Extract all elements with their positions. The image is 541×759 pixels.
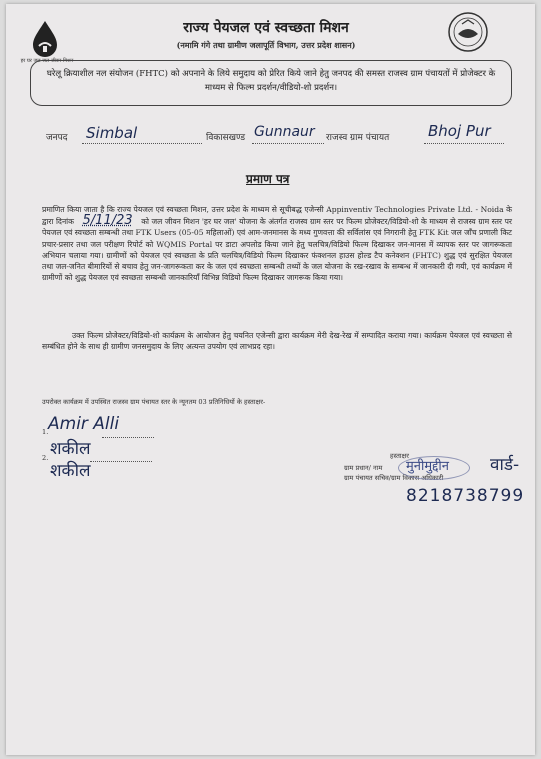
panchayat-label: राजस्व ग्राम पंचायत — [326, 133, 390, 143]
attendee-num-1: 1. — [42, 428, 49, 436]
certificate-title: प्रमाण पत्र — [246, 172, 290, 186]
certificate-body — [42, 204, 512, 283]
attendee-num-2: 2. — [42, 454, 49, 462]
notice-box: घरेलू क्रियाशील नल संयोजन (FHTC) को अपनाने के लिये समुदाय को प्रेरित किये जाने हेतु जनपद की समस्त राजस्व ग्राम पंचायतों में प्रोजेक्टर के माध्यम से फिल्म प्रदर्शन/वीडियो-शो प्रदर्शन। — [30, 60, 512, 106]
header-title: राज्य पेयजल एवं स्वच्छता मिशन — [183, 20, 349, 36]
certificate-page — [6, 4, 535, 755]
attendee-signature-2a: शकील — [50, 439, 91, 459]
signatory-phone: 8218738799 — [406, 486, 525, 506]
panchayat-value: Bhoj Pur — [428, 122, 491, 140]
block-value: Gunnaur — [254, 124, 315, 140]
district-value: Simbal — [86, 124, 138, 142]
body-text-part1: प्रमाणित किया जाता है कि राज्य पेयजल एवं स्वच्छता मिशन, उत्तर प्रदेश के माध्यम से सूचीबद्ध एजेन्सी Appinventiv Technologies Private Ltd. - Noida के द्वारा दिनांक — [42, 205, 512, 227]
attendees-heading: उपरोक्त कार्यक्रम में उपस्थित राजस्व ग्राम पंचायत स्तर के न्यूनतम 03 प्रतिनिधियों के हस्ताक्षर- — [42, 398, 266, 406]
signatory-signature: मुनीमुद्दीन — [406, 459, 450, 474]
supervision-paragraph: उक्त फिल्म प्रोजेक्टर/विडियो-शो कार्यक्रम के आयोजन हेतु चयनित एजेन्सी द्वारा कार्यक्रम मेरी देख-रेख में सम्पादित कराया गया। कार्यक्रम पेयजल एवं स्वच्छता से सम्बंधित होने के साथ ही ग्रामीण जनसमुदाय के लिए अत्यन्त उपयोग एवं लाभप्रद रहा। — [42, 331, 512, 352]
district-label: जनपद — [46, 133, 68, 143]
body-text-part2: को जल जीवन मिशन 'हर घर जल' योजना के अंतर्गत राजस्व ग्राम स्तर पर फिल्म प्रोजेक्टर/विडियो-शो के माध्यम से राजस्व ग्राम स्तर पर पेयजल एवं स्वच्छता सम्बन्धी तथा FTK Users (05-05 महिलाओं) एवं आम-जनमानस के मध्य गुणवत्ता की सर्विलांस एवं निगरानी हेतु FTK Kit जल जाँच प्रणाली किट प्रचार-प्रसार तथा जल परीक्षण रिपोर्ट को WQMIS Portal पर डाटा अपलोड किया जाने हेतु चलचित्र/विडियो फिल्म दिखाकर जन-मानस में व्यापक स्तर पर जागरूकता अभियान चलाया गया। ग्रामीणों को पेयजल एवं स्वच्छता के प्रति चलचित्र/विडियो फिल्म दिखाकर फंक्शनल हाउस होल्ड टैप कनेक्शन (FHTC) शुद्ध एवं सुरक्षित पेयजल तथा जल-जनित बीमारियों से बचाव हेतु जन-जागरूकता कर के जल एवं स्वच्छता सम्बन्धी तथ्यों के जल योजना के रख-रखाव के सम्बन्ध में जानकारी दी गयी, एवं कार्यक्रम में ग्रामीणों को शुद्ध पेयजल एवं स्वच्छता सम्बन्धी जानकारियाँ विभिन्न विडियो फिल्म दिखाकर जागरूक किया गया। — [42, 217, 512, 283]
header-subtitle: (नमामि गंगे तथा ग्रामीण जलापूर्ति विभाग, उत्तर प्रदेश शासन) — [176, 40, 356, 50]
signatory-sign-label: हस्ताक्षर — [390, 452, 409, 460]
attendee-signature-2b: शकील — [50, 461, 91, 481]
program-date: 5/11/23 — [82, 213, 133, 229]
signatory-label-line2: ग्राम पंचायत सचिव/ग्राम विकास अधिकारी — [344, 474, 444, 482]
attendee-signature-1: Amir Alli — [48, 414, 120, 434]
block-label: विकासखण्ड — [206, 133, 246, 143]
ward-note: वार्ड- — [490, 455, 520, 475]
signatory-label-line1: ग्राम प्रधान/ नाम — [344, 464, 383, 472]
logo-caption: हर घर जल जल जीवन मिशन — [20, 58, 74, 64]
